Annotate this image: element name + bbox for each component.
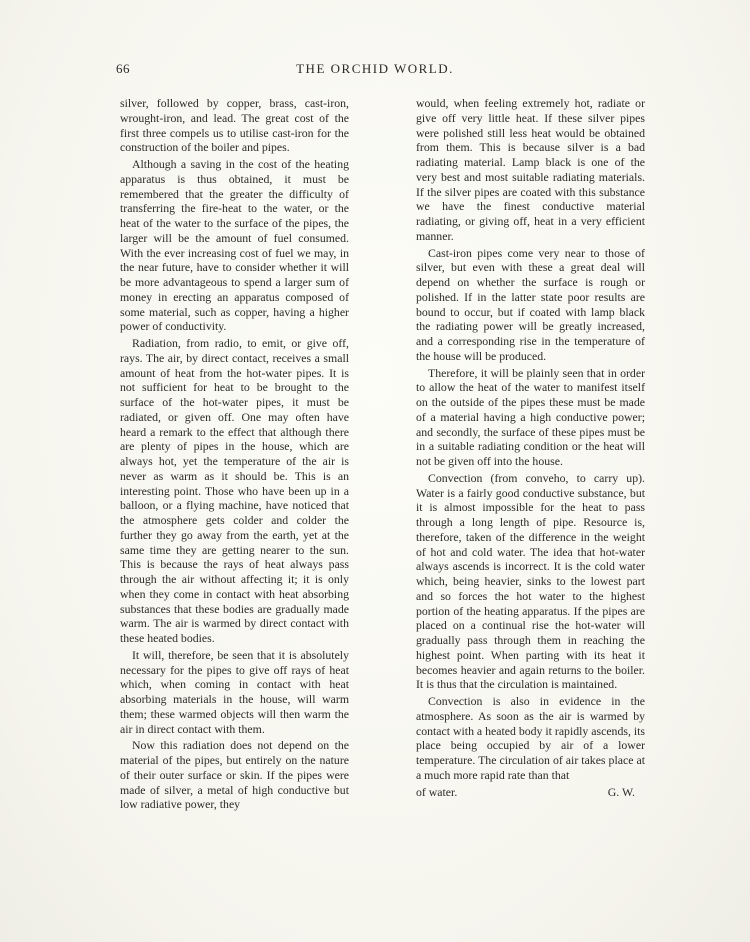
paragraph: Therefore, it will be plainly seen that in order to allow the heat of the water to manifest itself on the outside of the pipes these must be made of a material having a high conductive power; and secondly, the surface of these pipes must be in a suitable radiating condition or the heat will not be given off into the house. xyxy=(416,365,645,468)
paragraph: silver, followed by copper, brass, cast-iron, wrought-iron, and lead. The great cost of the first three compels us to utilise cast-iron for the construction of the boiler and pipes. xyxy=(120,96,349,155)
author-signature: G. W. xyxy=(607,784,635,799)
paragraph: Radiation, from radio, to emit, or give off, rays. The air, by direct contact, receives a small amount of heat from the hot-water pipes. It is not sufficient for heat to be brought to the surface of the hot-water pipes, it must be radiated, or given off. One may often have heard a remark to the effect that although there are plenty of pipes in the house, which are always hot, yet the temperature of the air is never as warm as it should be. This is an interesting point. Those who have been up in a balloon, or a flying machine, have noticed that the atmosphere gets colder and colder the further they go away from the earth, yet at the same time they are getting nearer to the sun. This is because the rays of heat always pass through the air without affecting it; it is only when they come in contact with heat absorbing substances that these bodies are gradually made warm. The air is warmed by direct contact with these heated bodies. xyxy=(120,336,349,645)
page-number: 66 xyxy=(116,61,130,76)
paragraph: Now this radiation does not depend on the material of the pipes, but entirely on the nature of their outer surface or skin. If the pipes were made of silver, a metal of high conductive but low radiative power, they xyxy=(120,738,349,812)
paragraph: would, when feeling extremely hot, radiate or give off very little heat. If these silver pipes were polished still less heat would be obtained from them. This is because silver is a bad radiating material. Lamp black is one of the very best and most suitable radiating materials. If the silver pipes are coated with this substance we have the finest conductive material radiating, or giving off, heat in a very efficient manner. xyxy=(416,96,645,243)
running-title: THE ORCHID WORLD. xyxy=(296,61,454,76)
paragraph: It will, therefore, be seen that it is absolutely necessary for the pipes to give off rays of heat which, when coming in contact with heat absorbing materials in the house, will warm them; these warmed objects will then warm the air in direct contact with them. xyxy=(120,647,349,736)
closing-line xyxy=(416,785,645,800)
paragraph: Convection (from conveho, to carry up). Water is a fairly good conductive substance, but it is almost impossible for the heat to pass through a long length of pipe. Resource is, therefore, taken of the difference in the weight of hot and cold water. The idea that hot-water always ascends is incorrect. It is the cold water which, being heavier, sinks to the lowest part and so forces the hot water to the highest portion of the heating apparatus. If the pipes are placed on a continual rise the hot-water will gradually pass through them in reaching the highest point. When parting with its heat it becomes heavier and again returns to the boiler. It is thus that the circulation is maintained. xyxy=(416,470,645,692)
closing-text: of water. xyxy=(416,784,458,799)
left-column xyxy=(120,96,349,814)
paragraph: Cast-iron pipes come very near to those of silver, but even with these a great deal will depend on whether the surface is rough or polished. If in the latter state poor results are bound to occur, but if coated with lamp black the radiating power will be greatly increased, and a corresponding rise in the temperature of the house will be produced. xyxy=(416,245,645,363)
right-column xyxy=(416,96,645,799)
paragraph: Convection is also in evidence in the atmosphere. As soon as the air is warmed by contact with a heated body it rapidly ascends, its place being occupied by air of a lower temperature. The circulation of air takes place at a much more rapid rate than that xyxy=(416,694,645,782)
paragraph: Although a saving in the cost of the heating apparatus is thus obtained, it must be remembered that the greater the difficulty of transferring the fire-heat to the water, or the heat of the water to the surface of the pipes, the larger will be the amount of fuel consumed. With the ever increasing cost of fuel we may, in the near future, have to consider whether it will be more advantageous to spend a larger sum of money in erecting an apparatus composed of some material, such as copper, having a higher power of conductivity. xyxy=(120,157,349,334)
